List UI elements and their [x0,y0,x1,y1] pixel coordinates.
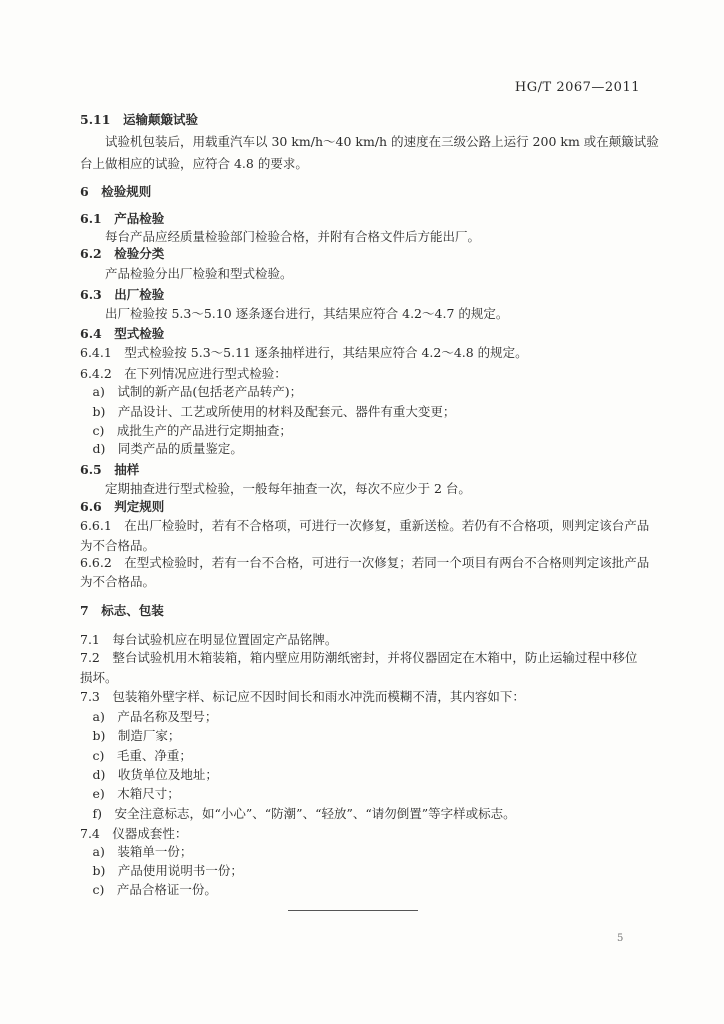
page-number: 5 [617,933,624,944]
end-rule [288,910,418,911]
section-heading: 6.5 抽样 [80,462,140,477]
text-line: a) 试制的新产品(包括老产品转产)； [80,384,303,399]
text-line: f) 安全注意标志，如“小心”、“防潮”、“轻放”、“请勿倒置”等字样或标志。 [80,806,516,821]
text-line: 为不合格品。 [80,538,156,553]
text-line: a) 装箱单一份； [80,844,193,859]
text-line: 台上做相应的试验，应符合 4.8 的要求。 [80,156,308,171]
section-heading: 6 检验规则 [80,184,152,199]
text-line: 7.2 整台试验机用木箱装箱，箱内壁应用防潮纸密封，并将仪器固定在木箱中，防止运输过程中移位 [80,650,638,665]
section-heading: 6.3 出厂检验 [80,287,165,302]
text-line: 为不合格品。 [80,574,156,589]
text-line: d) 同类产品的质量鉴定。 [80,441,243,456]
text-line: 6.4.1 型式检验按 5.3～5.11 逐条抽样进行，其结果应符合 4.2～4.8 的规定。 [80,345,528,360]
text-line: 7.4 仪器成套性： [80,826,188,841]
section-heading: 6.6 判定规则 [80,499,165,514]
text-line: b) 产品使用说明书一份； [80,863,243,878]
text-line: 定期抽查进行型式检验，一般每年抽查一次，每次不应少于 2 台。 [80,481,471,496]
text-line: 产品检验分出厂检验和型式检验。 [80,266,293,281]
text-line: 6.6.1 在出厂检验时，若有不合格项，可进行一次修复，重新送检。若仍有不合格项，则判定该台产品 [80,518,650,533]
text-line: b) 制造厂家； [80,728,181,743]
text-line: 每台产品应经质量检验部门检验合格，并附有合格文件后方能出厂。 [80,229,481,244]
standard-number: HG/T 2067—2011 [514,80,640,95]
text-line: 6.4.2 在下列情况应进行型式检验： [80,366,287,381]
text-line: 7.3 包装箱外壁字样、标记应不因时间长和雨水冲洗而模糊不清，其内容如下： [80,689,525,704]
text-line: 7.1 每台试验机应在明显位置固定产品铭牌。 [80,632,338,647]
section-heading: 7 标志、包装 [80,603,164,618]
text-line: a) 产品名称及型号； [80,709,218,724]
section-heading: 6.2 检验分类 [80,246,165,261]
section-heading: 6.1 产品检验 [80,211,165,226]
text-line: c) 毛重、净重； [80,748,192,763]
text-line: c) 成批生产的产品进行定期抽查； [80,423,292,438]
text-line: 6.6.2 在型式检验时，若有一台不合格，可进行一次修复；若同一个项目有两台不合格则判定该批产品 [80,555,650,570]
text-line: d) 收货单位及地址； [80,767,218,782]
text-line: c) 产品合格证一份。 [80,882,217,897]
text-line: 出厂检验按 5.3～5.10 逐条逐台进行，其结果应符合 4.2～4.7 的规定。 [80,306,509,321]
text-line: 损坏。 [80,670,118,685]
text-line: 试验机包装后，用载重汽车以 30 km/h～40 km/h 的速度在三级公路上运行 200 km 或在颠簸试验 [80,134,659,149]
section-heading: 5.11 运输颠簸试验 [80,112,198,127]
text-line: e) 木箱尺寸； [80,786,180,801]
section-heading: 6.4 型式检验 [80,326,165,341]
text-line: b) 产品设计、工艺或所使用的材料及配套元、器件有重大变更； [80,404,456,419]
